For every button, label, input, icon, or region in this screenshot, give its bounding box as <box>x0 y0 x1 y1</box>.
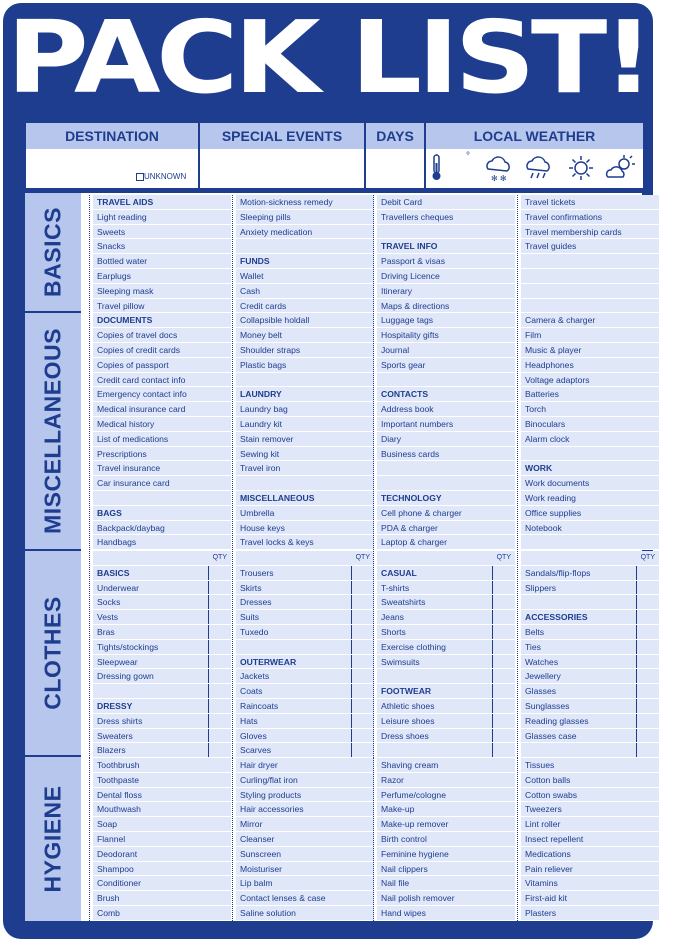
section-clothes: CLOTHES <box>25 551 81 755</box>
divider <box>424 123 426 188</box>
list-item[interactable]: Cash <box>236 284 374 299</box>
list-item[interactable]: Mouthwash <box>93 802 231 817</box>
list-item[interactable]: Bottled water <box>93 254 231 269</box>
divider <box>198 123 200 188</box>
qty-box[interactable] <box>351 566 374 580</box>
list-item[interactable]: Work reading <box>521 491 659 506</box>
qty-box[interactable] <box>492 581 515 595</box>
list-item <box>377 461 515 476</box>
qty-label: QTY <box>521 551 659 566</box>
list-item[interactable]: Curling/flat iron <box>236 773 374 788</box>
list-item[interactable]: Sweets <box>93 225 231 240</box>
qty-box[interactable] <box>636 640 659 654</box>
qty-box[interactable] <box>492 699 515 713</box>
page-title: PACK LIST! <box>6 0 650 116</box>
list-item[interactable]: Torch <box>521 402 659 417</box>
list-item[interactable]: Debit Card <box>377 195 515 210</box>
checkbox-dots <box>373 758 374 921</box>
qty-box[interactable] <box>351 581 374 595</box>
qty-box[interactable] <box>208 640 231 654</box>
list-item[interactable]: Passport & visas <box>377 254 515 269</box>
list-item[interactable]: Hand wipes <box>377 906 515 921</box>
list-item[interactable]: Light reading <box>93 210 231 225</box>
list-item[interactable]: Shorts <box>377 625 515 640</box>
list-item[interactable]: Athletic shoes <box>377 699 515 714</box>
qty-box[interactable] <box>636 566 659 580</box>
list-item <box>377 743 515 758</box>
list-item[interactable]: Dress shirts <box>93 714 231 729</box>
qty-box[interactable] <box>636 610 659 624</box>
qty-box[interactable] <box>636 729 659 743</box>
qty-box[interactable] <box>351 640 374 654</box>
list-item[interactable]: Travel locks & keys <box>236 535 374 550</box>
list-item[interactable]: Travel iron <box>236 461 374 476</box>
qty-box[interactable] <box>492 684 515 698</box>
list-item[interactable]: Trousers <box>236 566 374 581</box>
list-item[interactable]: Coats <box>236 684 374 699</box>
list-item[interactable]: Office supplies <box>521 506 659 521</box>
qty-box[interactable] <box>492 669 515 683</box>
qty-box[interactable] <box>208 684 231 698</box>
checkbox-dots <box>373 551 374 758</box>
list-item <box>521 254 659 269</box>
list-item <box>521 535 659 550</box>
list-item[interactable]: Travel guides <box>521 239 659 254</box>
qty-box[interactable] <box>351 625 374 639</box>
list-item[interactable]: Hair accessories <box>236 802 374 817</box>
unknown-label: UNKNOWN <box>144 172 187 181</box>
list-item[interactable]: First-aid kit <box>521 891 659 906</box>
list-item[interactable]: Film <box>521 328 659 343</box>
list-item[interactable]: Pain reliever <box>521 862 659 877</box>
list-item[interactable]: Anxiety medication <box>236 225 374 240</box>
list-item <box>236 373 374 388</box>
list-item[interactable]: Razor <box>377 773 515 788</box>
list-item[interactable]: Mirror <box>236 817 374 832</box>
qty-box[interactable] <box>636 581 659 595</box>
list-heading: CONTACTS <box>377 387 515 402</box>
list-item[interactable]: Plastic bags <box>236 358 374 373</box>
qty-box[interactable] <box>351 743 374 757</box>
list-item <box>377 225 515 240</box>
qty-box[interactable] <box>636 625 659 639</box>
list-item[interactable]: Toothpaste <box>93 773 231 788</box>
list-item[interactable]: Perfume/cologne <box>377 788 515 803</box>
list-item[interactable]: Sweaters <box>93 729 231 744</box>
list-item[interactable]: Comb <box>93 906 231 921</box>
list-item[interactable]: Wallet <box>236 269 374 284</box>
list-item[interactable]: Travel membership cards <box>521 225 659 240</box>
qty-box[interactable] <box>492 655 515 669</box>
list-item[interactable]: Travel tickets <box>521 195 659 210</box>
sun-icon[interactable] <box>564 153 598 183</box>
list-item[interactable]: Maps & directions <box>377 299 515 314</box>
list-item[interactable]: Credit cards <box>236 299 374 314</box>
list-item[interactable]: Driving Licence <box>377 269 515 284</box>
list-heading: FOOTWEAR <box>377 684 515 699</box>
checkbox-dots <box>89 551 90 758</box>
qty-box[interactable] <box>208 581 231 595</box>
list-item[interactable]: Tights/stockings <box>93 640 231 655</box>
checkbox-dots <box>232 551 233 758</box>
list-item[interactable]: Toothbrush <box>93 758 231 773</box>
list-item[interactable]: Conditioner <box>93 876 231 891</box>
special-events-label: SPECIAL EVENTS <box>221 128 343 144</box>
list-item[interactable]: Travellers cheques <box>377 210 515 225</box>
list-item[interactable]: Copies of passport <box>93 358 231 373</box>
list-item[interactable]: Prescriptions <box>93 447 231 462</box>
section-basics: BASICS <box>25 193 81 311</box>
list-item[interactable]: Dresses <box>236 595 374 610</box>
list-item[interactable]: Laundry kit <box>236 417 374 432</box>
list-item[interactable]: Deodorant <box>93 847 231 862</box>
list-item[interactable]: Motion-sickness remedy <box>236 195 374 210</box>
list-heading: FUNDS <box>236 254 374 269</box>
qty-box[interactable] <box>351 729 374 743</box>
list-heading: DRESSY <box>93 699 231 714</box>
qty-box[interactable] <box>208 714 231 728</box>
snow-cloud-icon[interactable] <box>482 153 516 183</box>
list-item[interactable]: Lint roller <box>521 817 659 832</box>
qty-box[interactable] <box>492 714 515 728</box>
list-item[interactable]: Vests <box>93 610 231 625</box>
degree-symbol: ° <box>466 151 470 162</box>
list-item[interactable]: Socks <box>93 595 231 610</box>
qty-box[interactable] <box>636 669 659 683</box>
qty-box[interactable] <box>351 595 374 609</box>
list-item[interactable]: Travel pillow <box>93 299 231 314</box>
list-item[interactable]: Credit card contact info <box>93 373 231 388</box>
list-item[interactable]: Shampoo <box>93 862 231 877</box>
qty-box[interactable] <box>636 655 659 669</box>
partly-cloudy-icon[interactable] <box>604 153 638 183</box>
local-weather-label: LOCAL WEATHER <box>473 128 596 144</box>
qty-label: QTY <box>377 551 515 566</box>
list-item[interactable]: Collapsible holdall <box>236 313 374 328</box>
list-item[interactable]: Soap <box>93 817 231 832</box>
list-item[interactable]: Cell phone & charger <box>377 506 515 521</box>
list-item[interactable]: Glasses case <box>521 729 659 744</box>
list-item[interactable]: Car insurance card <box>93 476 231 491</box>
qty-box[interactable] <box>351 699 374 713</box>
list-heading: MISCELLANEOUS <box>236 491 374 506</box>
list-item[interactable]: Journal <box>377 343 515 358</box>
qty-box[interactable] <box>492 566 515 580</box>
list-item[interactable]: Bras <box>93 625 231 640</box>
list-item[interactable]: Copies of credit cards <box>93 343 231 358</box>
list-item[interactable]: Cleanser <box>236 832 374 847</box>
list-item[interactable]: Blazers <box>93 743 231 758</box>
list-item[interactable]: Snacks <box>93 239 231 254</box>
list-item[interactable]: Plasters <box>521 906 659 921</box>
list-item[interactable]: Luggage tags <box>377 313 515 328</box>
thermometer-icon[interactable] <box>428 153 462 183</box>
list-item[interactable]: Vitamins <box>521 876 659 891</box>
qty-box[interactable] <box>492 595 515 609</box>
list-item[interactable]: Moisturiser <box>236 862 374 877</box>
list-heading: DOCUMENTS <box>93 313 231 328</box>
qty-box[interactable] <box>351 684 374 698</box>
list-item[interactable]: Hospitality gifts <box>377 328 515 343</box>
list-item[interactable]: Diary <box>377 432 515 447</box>
qty-box[interactable] <box>636 699 659 713</box>
list-item[interactable]: Medical insurance card <box>93 402 231 417</box>
list-item[interactable]: Business cards <box>377 447 515 462</box>
qty-box[interactable] <box>492 640 515 654</box>
list-item[interactable]: Travel insurance <box>93 461 231 476</box>
list-item[interactable]: Dental floss <box>93 788 231 803</box>
list-item[interactable]: Medical history <box>93 417 231 432</box>
qty-box[interactable] <box>351 714 374 728</box>
list-item[interactable]: Insect repellent <box>521 832 659 847</box>
list-item[interactable]: Copies of travel docs <box>93 328 231 343</box>
list-item[interactable]: Sleeping pills <box>236 210 374 225</box>
list-item <box>236 239 374 254</box>
list-item[interactable]: Make-up <box>377 802 515 817</box>
list-item[interactable]: Lip balm <box>236 876 374 891</box>
list-item[interactable]: Sports gear <box>377 358 515 373</box>
qty-box[interactable] <box>492 743 515 757</box>
list-item[interactable]: Suits <box>236 610 374 625</box>
list-item[interactable]: Sewing kit <box>236 447 374 462</box>
list-heading: CASUAL <box>377 566 515 581</box>
list-item[interactable]: Flannel <box>93 832 231 847</box>
checkbox-dots <box>517 551 518 758</box>
divider <box>364 123 366 188</box>
rain-cloud-icon[interactable] <box>522 153 556 183</box>
list-heading: LAUNDRY <box>236 387 374 402</box>
checkbox-dots <box>517 758 518 921</box>
list-item[interactable]: Contact lenses & case <box>236 891 374 906</box>
qty-box[interactable] <box>492 625 515 639</box>
list-item[interactable]: Jeans <box>377 610 515 625</box>
list-item[interactable]: Sandals/flip-flops <box>521 566 659 581</box>
list-item[interactable]: Nail polish remover <box>377 891 515 906</box>
list-item <box>236 476 374 491</box>
list-item[interactable]: Scarves <box>236 743 374 758</box>
list-item <box>377 476 515 491</box>
list-item[interactable]: Hats <box>236 714 374 729</box>
qty-box[interactable] <box>208 655 231 669</box>
list-item[interactable]: Tweezers <box>521 802 659 817</box>
list-item[interactable]: List of medications <box>93 432 231 447</box>
qty-box[interactable] <box>351 610 374 624</box>
qty-box[interactable] <box>492 610 515 624</box>
checkbox-dots <box>517 195 518 550</box>
list-item[interactable]: Medications <box>521 847 659 862</box>
section-miscellaneous: MISCELLANEOUS <box>25 313 81 549</box>
checkbox-dots <box>89 758 90 921</box>
list-item[interactable]: Nail clippers <box>377 862 515 877</box>
list-item[interactable]: Glasses <box>521 684 659 699</box>
qty-box[interactable] <box>208 743 231 757</box>
list-item[interactable]: Underwear <box>93 581 231 596</box>
list-item <box>521 269 659 284</box>
list-item[interactable]: Emergency contact info <box>93 387 231 402</box>
list-item[interactable]: Skirts <box>236 581 374 596</box>
list-heading: BAGS <box>93 506 231 521</box>
list-item[interactable]: Swimsuits <box>377 655 515 670</box>
list-item <box>93 491 231 506</box>
list-item[interactable]: Important numbers <box>377 417 515 432</box>
list-item <box>521 299 659 314</box>
list-item[interactable]: T-shirts <box>377 581 515 596</box>
list-item[interactable]: Brush <box>93 891 231 906</box>
list-item[interactable]: Camera & charger <box>521 313 659 328</box>
list-item[interactable]: Travel confirmations <box>521 210 659 225</box>
list-item[interactable]: Ties <box>521 640 659 655</box>
qty-box[interactable] <box>636 743 659 757</box>
list-item[interactable]: Stain remover <box>236 432 374 447</box>
list-item[interactable]: PDA & charger <box>377 521 515 536</box>
days-label: DAYS <box>376 128 414 144</box>
list-item[interactable]: Backpack/daybag <box>93 521 231 536</box>
qty-box[interactable] <box>208 625 231 639</box>
list-item[interactable]: Work documents <box>521 476 659 491</box>
qty-box[interactable] <box>492 729 515 743</box>
list-item[interactable]: Laptop & charger <box>377 535 515 550</box>
list-item <box>377 669 515 684</box>
list-item <box>521 743 659 758</box>
list-item[interactable]: Tuxedo <box>236 625 374 640</box>
list-item[interactable]: Feminine hygiene <box>377 847 515 862</box>
list-item[interactable]: Shaving cream <box>377 758 515 773</box>
list-item[interactable]: Earplugs <box>93 269 231 284</box>
list-item[interactable]: Watches <box>521 655 659 670</box>
list-item[interactable]: Address book <box>377 402 515 417</box>
list-item[interactable]: Music & player <box>521 343 659 358</box>
list-item[interactable]: Dress shoes <box>377 729 515 744</box>
list-item[interactable]: Voltage adaptors <box>521 373 659 388</box>
list-item[interactable]: Belts <box>521 625 659 640</box>
list-item[interactable]: Dressing gown <box>93 669 231 684</box>
list-item[interactable]: Make-up remover <box>377 817 515 832</box>
list-item <box>93 684 231 699</box>
destination-label: DESTINATION <box>65 128 159 144</box>
list-item[interactable]: Reading glasses <box>521 714 659 729</box>
list-item[interactable]: Cotton swabs <box>521 788 659 803</box>
list-heading: BASICS <box>93 566 231 581</box>
checkbox-dots <box>373 195 374 550</box>
list-item[interactable]: Binoculars <box>521 417 659 432</box>
list-heading: TECHNOLOGY <box>377 491 515 506</box>
list-item[interactable]: Itinerary <box>377 284 515 299</box>
section-hygiene: HYGIENE <box>25 757 81 921</box>
checkbox-dots <box>232 195 233 550</box>
list-item[interactable]: Birth control <box>377 832 515 847</box>
qty-box[interactable] <box>636 684 659 698</box>
list-item[interactable]: Leisure shoes <box>377 714 515 729</box>
checkbox-dots <box>232 758 233 921</box>
list-item[interactable]: Sweatshirts <box>377 595 515 610</box>
list-item[interactable]: Notebook <box>521 521 659 536</box>
list-item[interactable]: Laundry bag <box>236 402 374 417</box>
qty-box[interactable] <box>208 566 231 580</box>
list-item <box>521 284 659 299</box>
list-item[interactable]: Raincoats <box>236 699 374 714</box>
list-item[interactable]: Tissues <box>521 758 659 773</box>
qty-box[interactable] <box>208 610 231 624</box>
qty-box[interactable] <box>208 699 231 713</box>
pack-list-sheet <box>3 0 655 939</box>
list-item[interactable]: Sleeping mask <box>93 284 231 299</box>
list-item[interactable]: Jewellery <box>521 669 659 684</box>
list-heading: WORK <box>521 461 659 476</box>
list-item[interactable]: Hair dryer <box>236 758 374 773</box>
qty-box[interactable] <box>351 669 374 683</box>
list-item[interactable]: Sunglasses <box>521 699 659 714</box>
list-heading: TRAVEL INFO <box>377 239 515 254</box>
list-heading: ACCESSORIES <box>521 610 659 625</box>
list-heading: OUTERWEAR <box>236 655 374 670</box>
list-item[interactable]: Slippers <box>521 581 659 596</box>
list-item[interactable]: Handbags <box>93 535 231 550</box>
list-item[interactable]: Saline solution <box>236 906 374 921</box>
list-item[interactable]: Alarm clock <box>521 432 659 447</box>
list-item[interactable]: House keys <box>236 521 374 536</box>
list-item[interactable]: Batteries <box>521 387 659 402</box>
list-item[interactable]: Exercise clothing <box>377 640 515 655</box>
list-item[interactable]: Nail file <box>377 876 515 891</box>
qty-label: QTY <box>236 551 374 566</box>
list-item[interactable]: Umbrella <box>236 506 374 521</box>
list-item[interactable]: Sunscreen <box>236 847 374 862</box>
list-item[interactable]: Jackets <box>236 669 374 684</box>
list-item <box>377 373 515 388</box>
list-item[interactable]: Shoulder straps <box>236 343 374 358</box>
unknown-checkbox[interactable] <box>136 173 144 181</box>
checkbox-dots <box>89 195 90 550</box>
qty-label: QTY <box>93 551 231 566</box>
list-item <box>521 447 659 462</box>
list-item[interactable]: Money belt <box>236 328 374 343</box>
list-heading: TRAVEL AIDS <box>93 195 231 210</box>
list-item[interactable]: Styling products <box>236 788 374 803</box>
qty-box[interactable] <box>351 655 374 669</box>
qty-box[interactable] <box>208 669 231 683</box>
list-item[interactable]: Gloves <box>236 729 374 744</box>
list-item <box>236 640 374 655</box>
list-item[interactable]: Headphones <box>521 358 659 373</box>
qty-box[interactable] <box>636 595 659 609</box>
list-item[interactable]: Cotton balls <box>521 773 659 788</box>
list-item[interactable]: Sleepwear <box>93 655 231 670</box>
qty-box[interactable] <box>208 729 231 743</box>
qty-box[interactable] <box>636 714 659 728</box>
qty-box[interactable] <box>208 595 231 609</box>
svg-text:✻ ✻: ✻ ✻ <box>491 174 507 183</box>
list-item <box>521 595 659 610</box>
trip-info-header <box>25 122 644 189</box>
